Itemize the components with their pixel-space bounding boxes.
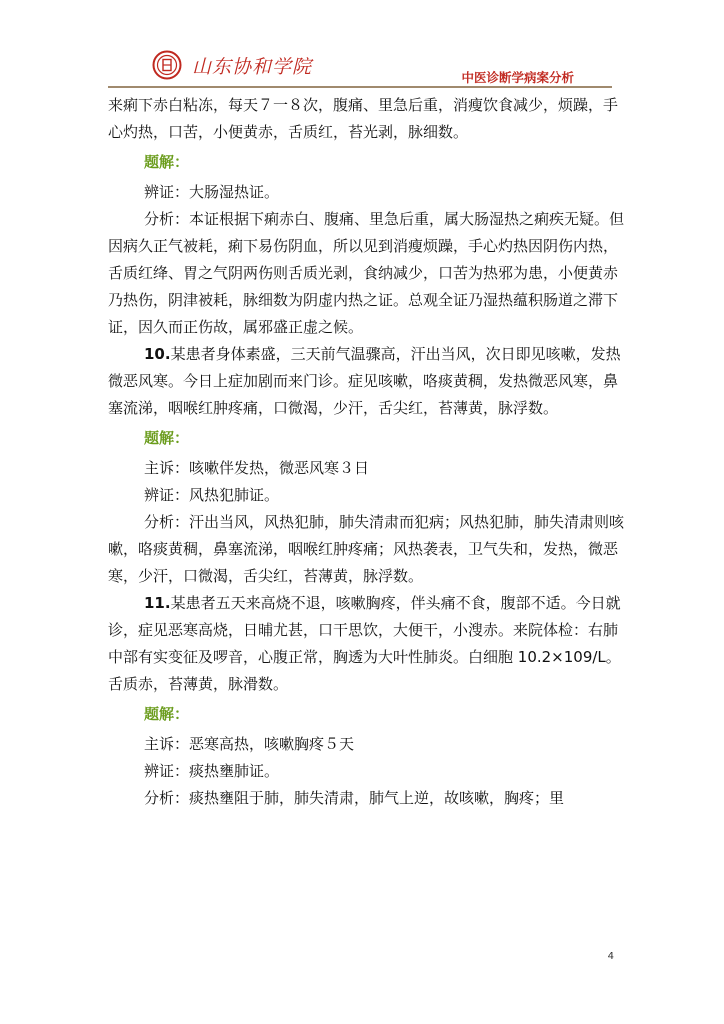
solution-heading: 题解：	[144, 705, 190, 723]
solution-heading: 题解：	[144, 429, 190, 447]
page-number: 4	[607, 951, 614, 962]
analysis-paragraph: 分析：本证根据下痢赤白、腹痛、里急后重，属大肠湿热之痢疾无疑。但因病久正气被耗，痢下易伤阴血，所以见到消瘦烦躁，手心灼热因阴伤内热，舌质红绛、胃之气阴两伤则舌质光剥，食纳减少，口苦为热邪为患，小便黄赤乃热伤，阴津被耗，脉细数为阴虚内热之证。总观全证乃湿热蕴积肠道之滞下证，因久而正伤故，属邪盛正虚之候。	[108, 210, 625, 336]
header-divider	[108, 86, 612, 88]
college-logo	[152, 50, 182, 80]
case-number: 11.	[144, 594, 171, 612]
chief-complaint-line: 主诉：恶寒高热，咳嗽胸疼５天	[144, 735, 355, 753]
analysis-paragraph: 分析：汗出当风，风热犯肺，肺失清肃而犯病；风热犯肺，肺失清肃则咳嗽，咯痰黄稠，鼻塞流涕，咽喉红肿疼痛；风热袭表，卫气失和，发热，微恶寒，少汗，口微渴，舌尖红，苔薄黄，脉浮数。	[108, 513, 625, 585]
solution-heading: 题解：	[144, 153, 190, 171]
chief-complaint-line: 主诉：咳嗽伴发热，微恶风寒３日	[144, 459, 370, 477]
case-11-paragraph	[108, 590, 628, 698]
case-10-text: 某患者身体素盛，三天前气温骤高，汗出当风，次日即见咳嗽，发热微恶风寒。今日上症加剧而来门诊。症见咳嗽，咯痰黄稠，发热微恶风寒，鼻塞流涕，咽喉红肿疼痛，口微渴，少汗，舌尖红，苔薄黄，脉浮数。	[108, 345, 621, 417]
school-name: 山东协和学院	[192, 56, 313, 78]
analysis-paragraph: 分析：痰热壅阻于肺，肺失清肃，肺气上逆，故咳嗽，胸疼；里	[144, 789, 565, 807]
page-content	[108, 92, 628, 812]
document-title: 中医诊断学病案分析	[461, 70, 574, 85]
page-header	[108, 44, 612, 90]
case-11-text: 某患者五天来高烧不退，咳嗽胸疼，伴头痛不食，腹部不适。今日就诊，症见恶寒高烧，日晡尤甚，口干思饮，大便干，小溲赤。来院体检：右肺中部有实变征及啰音，心腹正常，胸透为大叶性肺炎。白细胞 10.2×109/L。舌质赤，苔薄黄，脉滑数。	[108, 594, 621, 693]
diagnosis-line: 辨证：痰热壅肺证。	[144, 762, 280, 780]
case-number: 10.	[144, 345, 171, 363]
case-10-paragraph	[108, 341, 628, 422]
case-9-continuation: 来痢下赤白粘冻，每天７一８次，腹痛、里急后重，消瘦饮食减少，烦躁，手心灼热，口苦，小便黄赤，舌质红，苔光剥，脉细数。	[108, 96, 619, 141]
diagnosis-line: 辨证：风热犯肺证。	[144, 486, 280, 504]
diagnosis-line: 辨证：大肠湿热证。	[144, 183, 280, 201]
